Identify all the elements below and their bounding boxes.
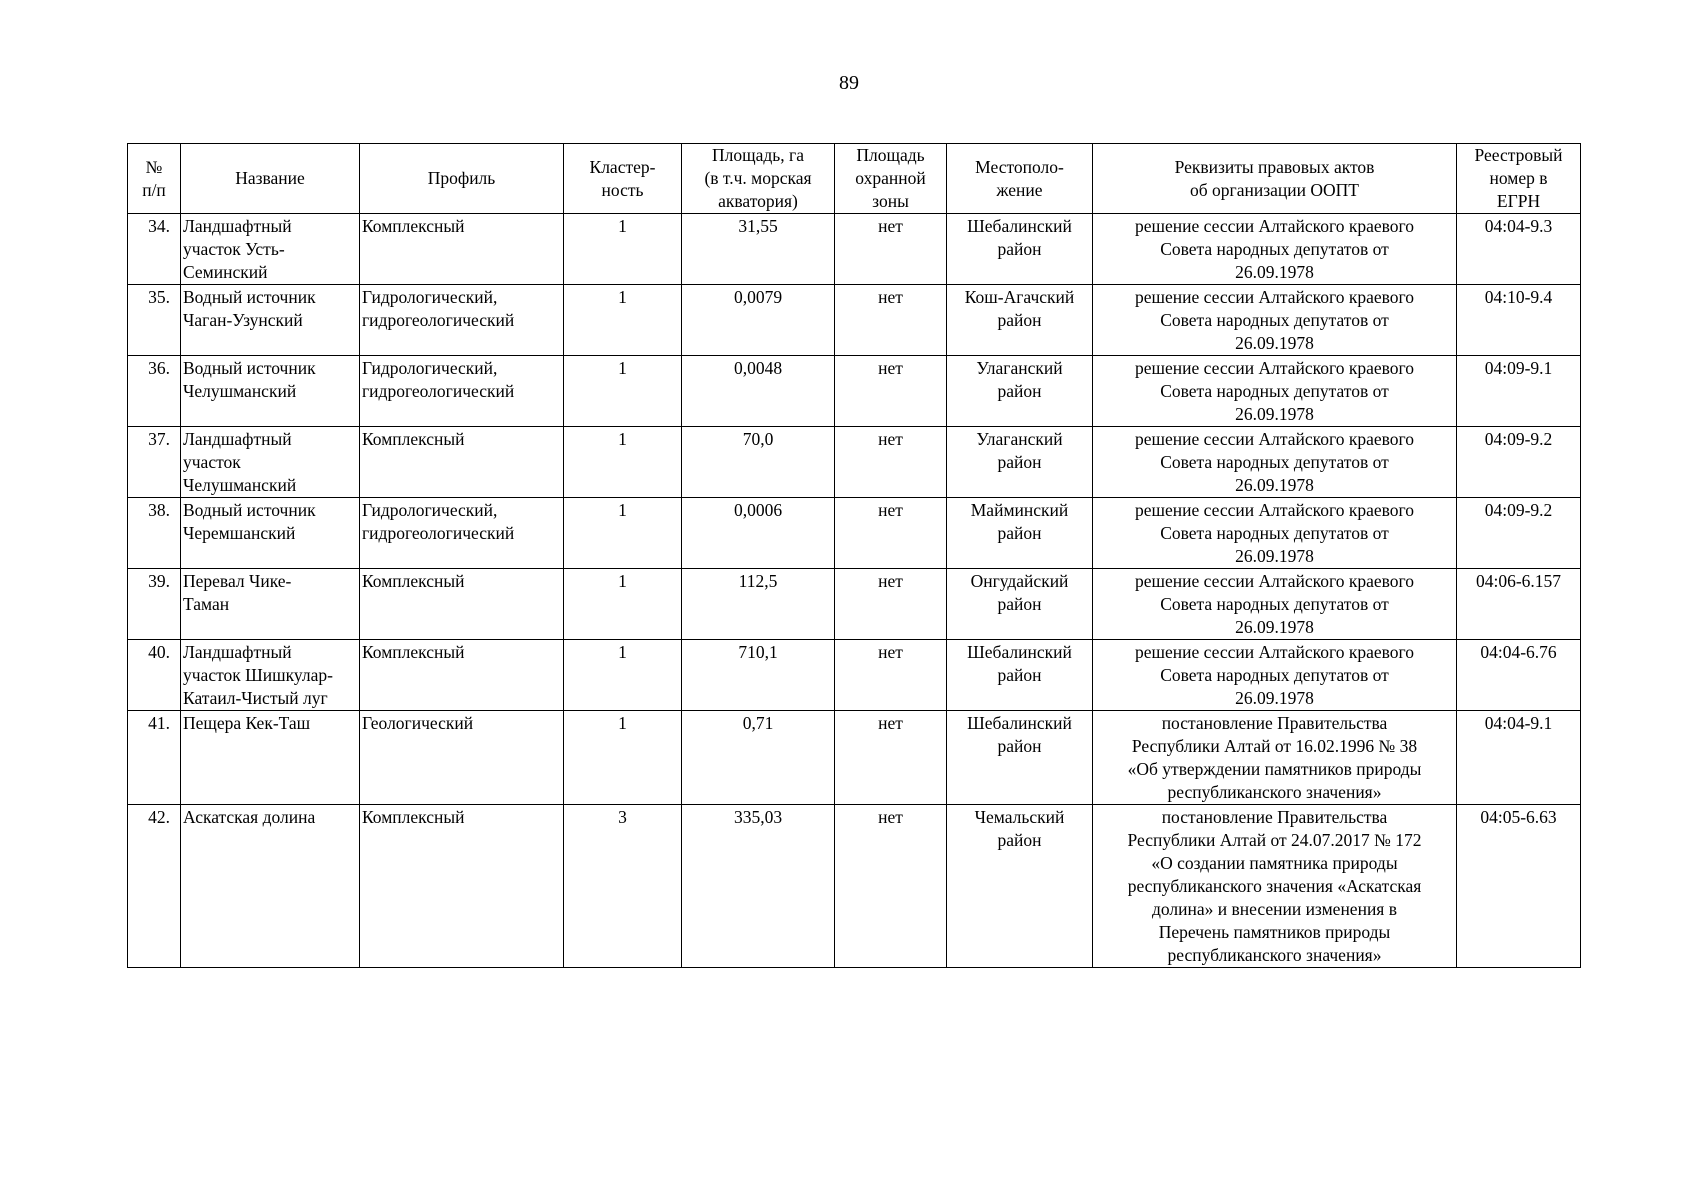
header-num: № п/п xyxy=(128,144,181,214)
cell-name-line: Катаил-Чистый луг xyxy=(183,688,328,708)
cell-legal-acts-line: Совета народных депутатов от xyxy=(1160,665,1389,685)
cell-name-line: Чаган-Узунский xyxy=(183,310,303,330)
cell-area: 31,55 xyxy=(682,214,835,285)
cell-cluster: 1 xyxy=(564,640,682,711)
cell-protection-zone: нет xyxy=(835,356,947,427)
cell-name-line: Челушманский xyxy=(183,475,297,495)
cell-name xyxy=(181,356,360,427)
cell-name-line: Водный источник xyxy=(183,358,316,378)
cell-profile-line: Комплексный xyxy=(362,429,465,449)
cell-protection-zone: нет xyxy=(835,640,947,711)
cell-cluster: 3 xyxy=(564,805,682,968)
cell-name-line: участок xyxy=(183,452,241,472)
cell-name-line: Челушманский xyxy=(183,381,297,401)
cell-location-line: Чемальский xyxy=(974,807,1065,827)
cell-profile-line: гидрогеологический xyxy=(362,381,515,401)
cell-name-line: Черемшанский xyxy=(183,523,296,543)
cell-name-line: Водный источник xyxy=(183,287,316,307)
table-row xyxy=(128,805,1581,968)
cell-profile-line: гидрогеологический xyxy=(362,523,515,543)
cell-location-line: Онгудайский xyxy=(970,571,1069,591)
cell-name xyxy=(181,427,360,498)
cell-num: 41. xyxy=(128,711,181,805)
cell-legal-acts-line: Республики Алтай от 16.02.1996 № 38 xyxy=(1131,736,1418,756)
cell-location-line: район xyxy=(997,239,1042,259)
cell-legal-acts-line: постановление Правительства xyxy=(1161,713,1388,733)
cell-location-line: Шебалинский xyxy=(967,642,1072,662)
cell-legal-acts-line: республиканского значения «Аскатская xyxy=(1127,876,1422,896)
cell-profile xyxy=(360,498,564,569)
cell-legal-acts-line: 26.09.1978 xyxy=(1235,617,1314,637)
cell-profile xyxy=(360,427,564,498)
header-cluster: Кластер- ность xyxy=(564,144,682,214)
cell-location xyxy=(947,214,1093,285)
cell-cluster: 1 xyxy=(564,569,682,640)
cell-profile-line: гидрогеологический xyxy=(362,310,515,330)
table-row xyxy=(128,214,1581,285)
cell-legal-acts-line: 26.09.1978 xyxy=(1235,404,1314,424)
cell-cluster: 1 xyxy=(564,214,682,285)
cell-num: 40. xyxy=(128,640,181,711)
cell-profile xyxy=(360,356,564,427)
cell-location xyxy=(947,356,1093,427)
cell-legal-acts-line: Перечень памятников природы xyxy=(1158,922,1391,942)
cell-legal-acts-line: постановление Правительства xyxy=(1161,807,1388,827)
cell-cluster: 1 xyxy=(564,711,682,805)
cell-legal-acts-line: Совета народных депутатов от xyxy=(1160,452,1389,472)
cell-location-line: район xyxy=(997,665,1042,685)
cell-legal-acts-line: 26.09.1978 xyxy=(1235,688,1314,708)
table-body xyxy=(128,214,1581,968)
cell-legal-acts xyxy=(1093,805,1457,968)
table-row xyxy=(128,640,1581,711)
cell-name-line: Ландшафтный xyxy=(183,216,292,236)
cell-legal-acts-line: Республики Алтай от 24.07.2017 № 172 xyxy=(1127,830,1422,850)
header-location: Местополо- жение xyxy=(947,144,1093,214)
cell-name-line: Ландшафтный xyxy=(183,642,292,662)
header-egrn: Реестровый номер в ЕГРН xyxy=(1457,144,1581,214)
cell-profile-line: Гидрологический, xyxy=(362,287,498,307)
cell-legal-acts-line: долина» и внесении изменения в xyxy=(1152,899,1397,919)
cell-legal-acts-line: республиканского значения» xyxy=(1167,782,1382,802)
cell-egrn: 04:09-9.2 xyxy=(1457,498,1581,569)
cell-location-line: район xyxy=(997,736,1042,756)
cell-num: 38. xyxy=(128,498,181,569)
cell-profile xyxy=(360,640,564,711)
header-profile: Профиль xyxy=(360,144,564,214)
cell-legal-acts xyxy=(1093,569,1457,640)
cell-legal-acts-line: решение сессии Алтайского краевого xyxy=(1135,429,1414,449)
cell-location-line: Майминский xyxy=(970,500,1069,520)
cell-legal-acts-line: решение сессии Алтайского краевого xyxy=(1135,571,1414,591)
cell-egrn: 04:09-9.2 xyxy=(1457,427,1581,498)
cell-legal-acts-line: республиканского значения» xyxy=(1167,945,1382,965)
cell-legal-acts-line: Совета народных депутатов от xyxy=(1160,239,1389,259)
cell-name-line: Семинский xyxy=(183,262,268,282)
cell-area: 112,5 xyxy=(682,569,835,640)
cell-cluster: 1 xyxy=(564,356,682,427)
cell-location xyxy=(947,498,1093,569)
cell-name-line: Ландшафтный xyxy=(183,429,292,449)
cell-cluster: 1 xyxy=(564,498,682,569)
cell-location-line: Улаганский xyxy=(976,358,1063,378)
cell-legal-acts-line: «О создании памятника природы xyxy=(1151,853,1398,873)
cell-name-line: Перевал Чике- xyxy=(183,571,292,591)
cell-legal-acts-line: Совета народных депутатов от xyxy=(1160,381,1389,401)
cell-legal-acts-line: 26.09.1978 xyxy=(1235,333,1314,353)
cell-name-line: Таман xyxy=(183,594,230,614)
cell-area: 0,0048 xyxy=(682,356,835,427)
table-row xyxy=(128,427,1581,498)
table-row xyxy=(128,569,1581,640)
table-row xyxy=(128,356,1581,427)
cell-area: 70,0 xyxy=(682,427,835,498)
cell-area: 335,03 xyxy=(682,805,835,968)
cell-location-line: район xyxy=(997,594,1042,614)
table-row xyxy=(128,498,1581,569)
cell-location-line: Улаганский xyxy=(976,429,1063,449)
cell-profile-line: Комплексный xyxy=(362,807,465,827)
cell-location-line: район xyxy=(997,452,1042,472)
cell-legal-acts xyxy=(1093,711,1457,805)
cell-location xyxy=(947,285,1093,356)
cell-name xyxy=(181,285,360,356)
cell-egrn: 04:10-9.4 xyxy=(1457,285,1581,356)
cell-legal-acts-line: 26.09.1978 xyxy=(1235,546,1314,566)
table-row xyxy=(128,711,1581,805)
cell-location-line: район xyxy=(997,310,1042,330)
cell-num: 36. xyxy=(128,356,181,427)
header-protection-zone: Площадь охранной зоны xyxy=(835,144,947,214)
cell-protection-zone: нет xyxy=(835,427,947,498)
cell-name xyxy=(181,805,360,968)
cell-legal-acts-line: решение сессии Алтайского краевого xyxy=(1135,216,1414,236)
table-header-row xyxy=(128,144,1581,214)
cell-location-line: район xyxy=(997,830,1042,850)
cell-legal-acts xyxy=(1093,214,1457,285)
cell-legal-acts-line: решение сессии Алтайского краевого xyxy=(1135,642,1414,662)
cell-name xyxy=(181,569,360,640)
cell-name-line: участок Усть- xyxy=(183,239,285,259)
protected-areas-table xyxy=(127,143,1581,968)
cell-name-line: Пещера Кек-Таш xyxy=(183,713,311,733)
cell-protection-zone: нет xyxy=(835,805,947,968)
cell-egrn: 04:09-9.1 xyxy=(1457,356,1581,427)
cell-num: 34. xyxy=(128,214,181,285)
cell-profile-line: Комплексный xyxy=(362,216,465,236)
cell-name xyxy=(181,214,360,285)
cell-legal-acts xyxy=(1093,640,1457,711)
cell-legal-acts-line: 26.09.1978 xyxy=(1235,475,1314,495)
cell-legal-acts-line: решение сессии Алтайского краевого xyxy=(1135,287,1414,307)
cell-name-line: Водный источник xyxy=(183,500,316,520)
cell-protection-zone: нет xyxy=(835,285,947,356)
cell-legal-acts xyxy=(1093,498,1457,569)
cell-num: 37. xyxy=(128,427,181,498)
cell-protection-zone: нет xyxy=(835,569,947,640)
cell-profile-line: Комплексный xyxy=(362,571,465,591)
cell-protection-zone: нет xyxy=(835,711,947,805)
cell-name-line: участок Шишкулар- xyxy=(183,665,333,685)
cell-name xyxy=(181,711,360,805)
header-name: Название xyxy=(181,144,360,214)
cell-location xyxy=(947,711,1093,805)
cell-egrn: 04:05-6.63 xyxy=(1457,805,1581,968)
cell-location-line: Шебалинский xyxy=(967,216,1072,236)
cell-legal-acts xyxy=(1093,285,1457,356)
cell-protection-zone: нет xyxy=(835,214,947,285)
cell-name-line: Аскатская долина xyxy=(183,807,316,827)
cell-profile-line: Комплексный xyxy=(362,642,465,662)
cell-location-line: Кош-Агачский xyxy=(964,287,1075,307)
cell-legal-acts xyxy=(1093,427,1457,498)
cell-legal-acts xyxy=(1093,356,1457,427)
cell-legal-acts-line: 26.09.1978 xyxy=(1235,262,1314,282)
cell-legal-acts-line: решение сессии Алтайского краевого xyxy=(1135,358,1414,378)
cell-profile xyxy=(360,214,564,285)
cell-cluster: 1 xyxy=(564,427,682,498)
cell-num: 35. xyxy=(128,285,181,356)
cell-location-line: район xyxy=(997,381,1042,401)
cell-profile xyxy=(360,711,564,805)
cell-area: 0,0079 xyxy=(682,285,835,356)
header-legal-acts: Реквизиты правовых актов об организации ООПТ xyxy=(1093,144,1457,214)
cell-location-line: район xyxy=(997,523,1042,543)
cell-egrn: 04:04-9.3 xyxy=(1457,214,1581,285)
cell-profile xyxy=(360,285,564,356)
cell-egrn: 04:04-9.1 xyxy=(1457,711,1581,805)
table-row xyxy=(128,285,1581,356)
cell-area: 0,0006 xyxy=(682,498,835,569)
cell-legal-acts-line: Совета народных депутатов от xyxy=(1160,523,1389,543)
cell-area: 0,71 xyxy=(682,711,835,805)
cell-name xyxy=(181,640,360,711)
cell-profile xyxy=(360,569,564,640)
cell-location xyxy=(947,427,1093,498)
header-area: Площадь, га (в т.ч. морская акватория) xyxy=(682,144,835,214)
cell-num: 39. xyxy=(128,569,181,640)
cell-cluster: 1 xyxy=(564,285,682,356)
cell-area: 710,1 xyxy=(682,640,835,711)
cell-legal-acts-line: решение сессии Алтайского краевого xyxy=(1135,500,1414,520)
cell-location xyxy=(947,640,1093,711)
cell-profile xyxy=(360,805,564,968)
cell-legal-acts-line: Совета народных депутатов от xyxy=(1160,594,1389,614)
cell-name xyxy=(181,498,360,569)
cell-location xyxy=(947,569,1093,640)
cell-profile-line: Гидрологический, xyxy=(362,358,498,378)
page-number: 89 xyxy=(839,72,859,94)
cell-location-line: Шебалинский xyxy=(967,713,1072,733)
cell-legal-acts-line: Совета народных депутатов от xyxy=(1160,310,1389,330)
cell-egrn: 04:06-6.157 xyxy=(1457,569,1581,640)
cell-egrn: 04:04-6.76 xyxy=(1457,640,1581,711)
cell-legal-acts-line: «Об утверждении памятников природы xyxy=(1127,759,1422,779)
cell-profile-line: Геологический xyxy=(362,713,474,733)
cell-num: 42. xyxy=(128,805,181,968)
cell-protection-zone: нет xyxy=(835,498,947,569)
cell-location xyxy=(947,805,1093,968)
cell-profile-line: Гидрологический, xyxy=(362,500,498,520)
